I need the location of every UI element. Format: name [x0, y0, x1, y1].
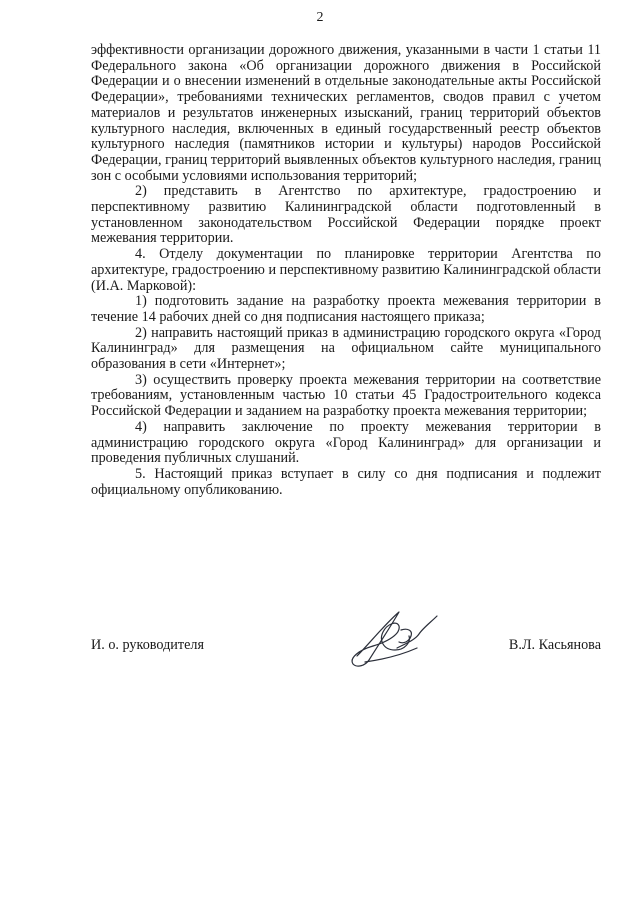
paragraph-section-5: 5. Настоящий приказ вступает в силу со дня подписания и подлежит официальному опубликованию. — [91, 465, 601, 498]
signatory-title: И. о. руководителя — [91, 637, 204, 653]
paragraph-item-3-2: 2) представить в Агентство по архитектуре, градостроению и перспективному развитию Калининградской области подготовленный в установленном законодательством Российской Федерации порядке проект межевания территории. — [91, 183, 601, 247]
paragraph-item-4-3: 3) осуществить проверку проекта межевания территории на соответствие требованиям, установленным частью 10 статьи 45 Градостроительного кодекса Российской Федерации и заданием на разработку проекта межевания территории; — [91, 371, 601, 420]
paragraph-section-4: 4. Отделу документации по планировке территории Агентства по архитектуре, градостроению и перспективному развитию Калининградской области (И.А. Марковой): — [91, 246, 601, 294]
signatory-name: В.Л. Касьянова — [508, 637, 601, 653]
page-number: 2 — [316, 10, 324, 25]
paragraph-item-4-2: 2) направить настоящий приказ в администрацию городского округа «Город Калининград» для размещения на официальном сайте муниципального образования в сети «Интернет»; — [91, 324, 601, 373]
paragraph-item-4-1: 1) подготовить задание на разработку проекта межевания территории в течение 14 рабочих дней со дня подписания настоящего приказа; — [91, 293, 601, 325]
paragraph-continuation: эффективности организации дорожного движения, указанными в части 1 статьи 11 Федерального закона «Об организации дорожного движения в Российской Федерации и о внесении изменений в отдельные законодательные акты Российской Федерации», требованиями технических регламентов, сводов правил с учетом материалов и результатов инженерных изысканий, границ территорий объектов культурного наследия, включенных в единый государственный реестр объектов культурного наследия (памятников истории и культуры) народов Российской Федерации, границ территорий выявленных объектов культурного наследия, границ зон с особыми условиями использования территорий; — [91, 42, 601, 184]
document-body — [91, 43, 601, 498]
signature-block — [91, 604, 601, 684]
handwritten-signature — [339, 604, 443, 674]
paragraph-item-4-4: 4) направить заключение по проекту межевания территории в администрацию городского округа «Город Калининград» для организации и проведения публичных слушаний. — [91, 418, 601, 467]
